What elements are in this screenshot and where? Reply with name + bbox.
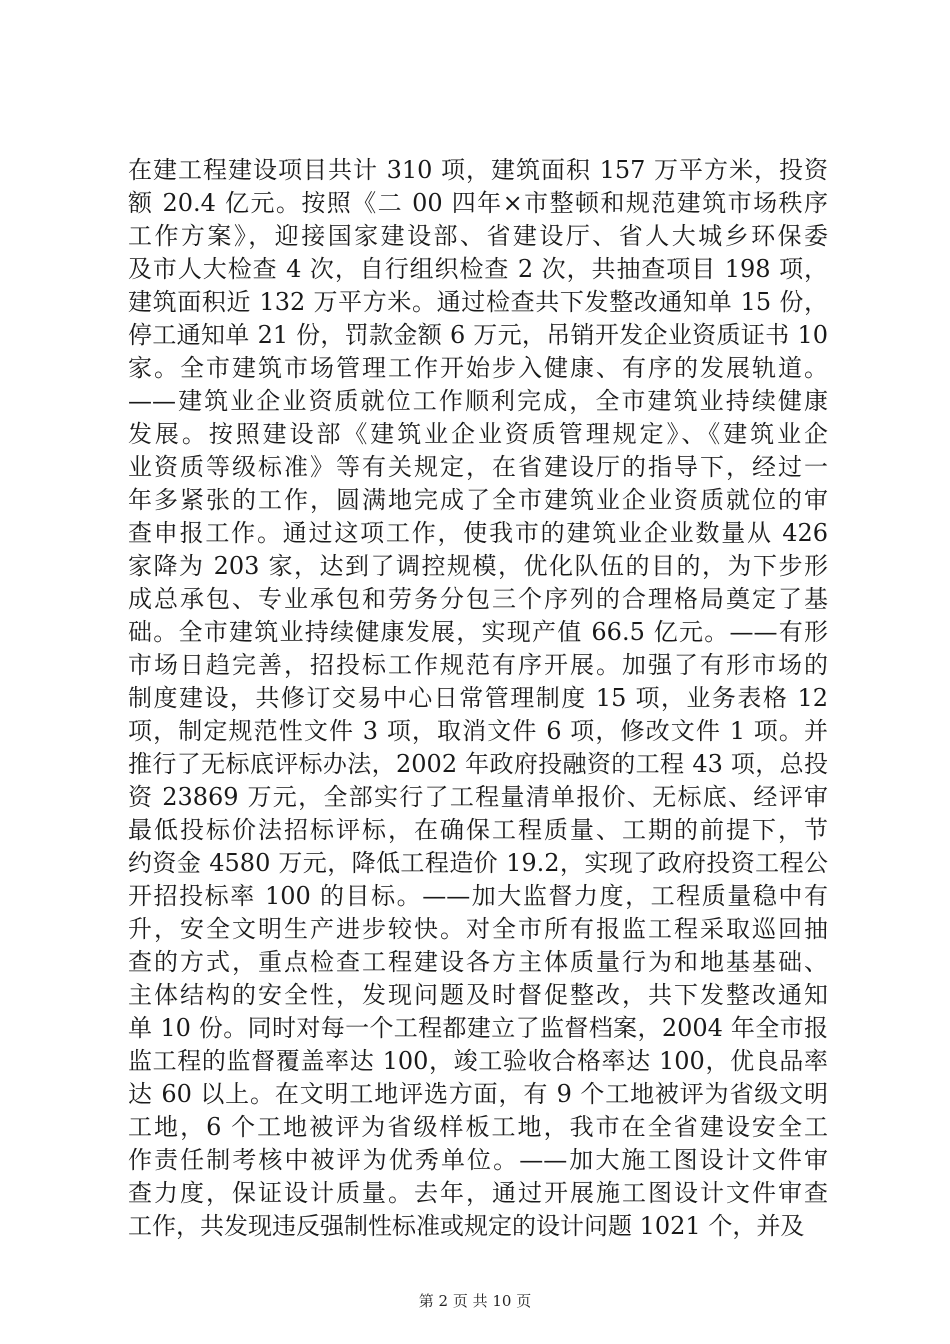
text-line: 及市人大检查 4 次，自行组织检查 2 次，共抽查项目 198 项， (128, 255, 828, 283)
text-line: 主体结构的安全性，发现问题及时督促整改，共下发整改通知 (128, 981, 828, 1009)
text-line: 市场日趋完善，招投标工作规范有序开展。加强了有形市场的 (128, 651, 828, 679)
text-line: 年多紧张的工作，圆满地完成了全市建筑业企业资质就位的审 (128, 486, 828, 514)
text-line: 业资质等级标准》等有关规定，在省建设厅的指导下，经过一 (128, 453, 828, 481)
text-line: 家降为 203 家，达到了调控规模，优化队伍的目的，为下步形 (128, 552, 828, 580)
page-number-footer: 第 2 页 共 10 页 (418, 1292, 532, 1310)
text-line: 工地，6 个工地被评为省级样板工地，我市在全省建设安全工 (128, 1113, 828, 1141)
text-line: 约资金 4580 万元，降低工程造价 19.2，实现了政府投资工程公 (128, 849, 828, 877)
text-line: 作责任制考核中被评为优秀单位。——加大施工图设计文件审 (128, 1146, 828, 1174)
text-line: 查力度，保证设计质量。去年，通过开展施工图设计文件审查 (128, 1179, 828, 1207)
text-line: 工作方案》，迎接国家建设部、省建设厅、省人大城乡环保委 (128, 222, 828, 250)
text-line: 达 60 以上。在文明工地评选方面，有 9 个工地被评为省级文明 (128, 1080, 828, 1108)
text-line: 停工通知单 21 份，罚款金额 6 万元，吊销开发企业资质证书 10 (128, 321, 828, 349)
text-line: 成总承包、专业承包和劳务分包三个序列的合理格局奠定了基 (128, 585, 828, 613)
text-line: 项，制定规范性文件 3 项，取消文件 6 项，修改文件 1 项。并 (128, 717, 828, 745)
text-line: 建筑面积近 132 万平方米。通过检查共下发整改通知单 15 份， (128, 288, 828, 316)
text-line: 础。全市建筑业持续健康发展，实现产值 66.5 亿元。——有形 (128, 618, 828, 646)
text-line: 发展。按照建设部《建筑业企业资质管理规定》、《建筑业企 (128, 420, 828, 448)
text-line: 制度建设，共修订交易中心日常管理制度 15 项，业务表格 12 (128, 684, 828, 712)
text-line: 单 10 份。同时对每一个工程都建立了监督档案，2004 年全市报 (128, 1014, 828, 1042)
text-line: 工作，共发现违反强制性标准或规定的设计问题 1021 个，并及 (128, 1212, 805, 1240)
text-line: 推行了无标底评标办法，2002 年政府投融资的工程 43 项，总投 (128, 750, 828, 778)
text-line: 查申报工作。通过这项工作，使我市的建筑业企业数量从 426 (128, 519, 828, 547)
text-line: 资 23869 万元，全部实行了工程量清单报价、无标底、经评审 (128, 783, 828, 811)
body-text (128, 154, 828, 1243)
text-line: 开招投标率 100 的目标。——加大监督力度，工程质量稳中有 (128, 882, 828, 910)
text-line: 查的方式，重点检查工程建设各方主体质量行为和地基基础、 (128, 948, 828, 976)
text-line: ——建筑业企业资质就位工作顺利完成，全市建筑业持续健康 (128, 387, 828, 415)
text-line: 家。全市建筑市场管理工作开始步入健康、有序的发展轨道。 (128, 354, 828, 382)
text-line: 最低投标价法招标评标，在确保工程质量、工期的前提下，节 (128, 816, 828, 844)
text-line: 在建工程建设项目共计 310 项，建筑面积 157 万平方米，投资 (128, 156, 828, 184)
text-line: 升，安全文明生产进步较快。对全市所有报监工程采取巡回抽 (128, 915, 828, 943)
text-line: 额 20.4 亿元。按照《二 00 四年×市整顿和规范建筑市场秩序 (128, 189, 828, 217)
text-line: 监工程的监督覆盖率达 100，竣工验收合格率达 100，优良品率 (128, 1047, 828, 1075)
